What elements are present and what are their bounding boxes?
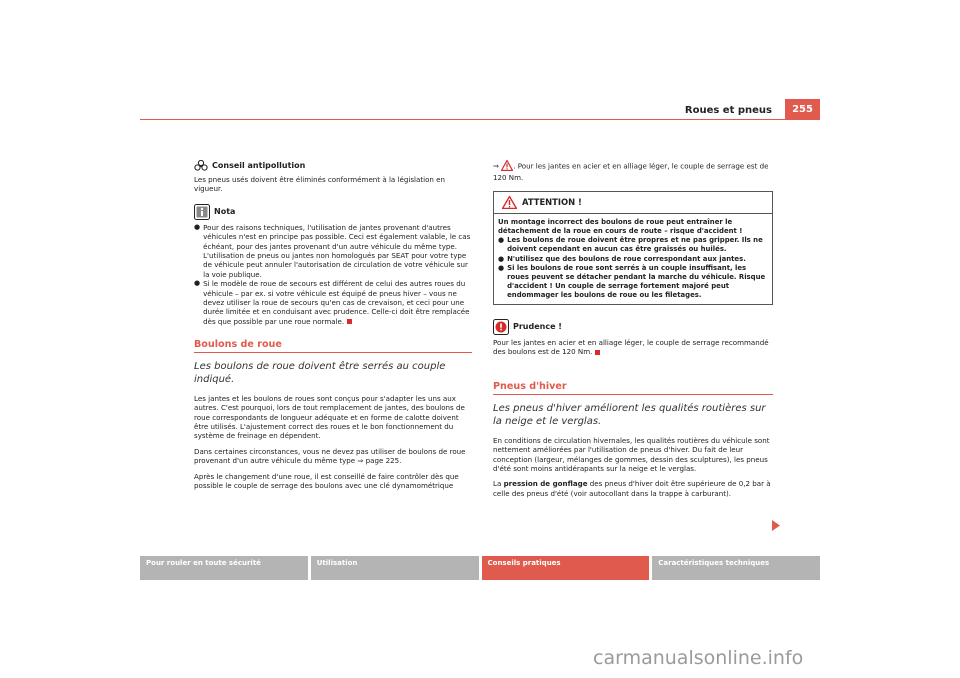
nota-bullet: ● Pour des raisons techniques, l'utilisation de jantes provenant d'autres véhicules n'est en principe pas possible. Ceci est également valable, le cas échéant, pour des jantes provenant d'un autre véhicule du même type. L'utilisation de pneus ou jantes non homologués par SEAT pour votre type de véhicule peut annuler l'autorisation de circulation de votre véhicule sur la voie publique. [194, 222, 471, 279]
prudence-text: Pour les jantes en acier et en alliage léger, le couple de serrage recommandé des boulons est de 120 Nm. [493, 337, 769, 357]
bullet-icon: ● [194, 279, 201, 288]
reference-arrow: ⇒ [493, 161, 499, 171]
tab-caracteristiques[interactable]: Caractéristiques techniques [652, 556, 820, 580]
attention-bullet: ● Si les boulons de roue sont serrés à un couple insuffisant, les roues peuvent se détacher pendant la marche du véhicule. Risque d'accident ! Un couple de serrage fortement majoré peut endommager les boulons de roue ou les filetages. [498, 263, 766, 300]
env-title: Conseil antipollution [212, 161, 306, 171]
page-number: 255 [785, 99, 820, 119]
bullet-icon: ● [498, 263, 505, 272]
prudence-block [493, 319, 773, 357]
caution-icon [493, 319, 509, 335]
env-block [194, 160, 472, 194]
next-page-arrow-icon [772, 516, 780, 535]
tab-securite[interactable]: Pour rouler en toute sécurité [140, 556, 308, 580]
nota-title: Nota [214, 207, 236, 217]
attention-lead: Un montage incorrect des boulons de roue peut entraîner le détachement de la roue en cours de route – risque d'accident ! [498, 217, 743, 236]
footer-tabs [140, 556, 820, 580]
warning-icon [501, 160, 513, 173]
bullet-icon: ● [498, 254, 505, 263]
prudence-title: Prudence ! [513, 321, 562, 331]
boulons-p1: Les jantes et les boulons de roues sont conçus pour s'adapter les uns aux autres. C'est pourquoi, lors de tout remplacement de jantes, des boulons de roue correspondants de longueur adéquate et en forme de calotte doivent être utilisés. L'ajustement correct des roues et le bon fonctionnement du système de freinage en dépendent. [194, 393, 465, 441]
hiver-p1: En conditions de circulation hivernales, les qualités routières du véhicule sont nettement améliorées par l'utilisation de pneus d'hiver. Du fait de leur conception (largeur, mélanges de gommes, dessin des sculptures), les pneus d'été sont moins antidérapants sur la neige et le verglas. [493, 435, 770, 474]
section-title-hiver: Pneus d'hiver [493, 382, 773, 394]
boulons-p3: Après le changement d'une roue, il est conseillé de faire contrôler dès que possible le couple de serrage des boulons avec une clé dynamométrique [194, 471, 459, 490]
right-column [493, 160, 773, 504]
section-title-boulons: Boulons de roue [194, 340, 472, 352]
tab-conseils-pratiques[interactable]: Conseils pratiques [482, 556, 650, 580]
intro-text: ⇒ . Pour les jantes en acier et en alliage léger, le couple de serrage est de 120 Nm. [493, 161, 769, 183]
hiver-p2: La pression de gonflage des pneus d'hiver doit être supérieure de 0,2 bar à celle des pneus d'été (voir autocollant dans la trappe à carburant). [493, 479, 771, 498]
bullet-icon: ● [498, 236, 505, 245]
environment-icon [194, 160, 208, 172]
left-column [194, 160, 472, 496]
header-rule [140, 119, 820, 120]
note-icon [194, 204, 210, 220]
nota-block [194, 204, 472, 326]
nota-bullet: ● Si le modèle de roue de secours est différent de celui des autres roues du véhicule – par ex. si votre véhicule est équipé de pneus hiver – vous ne devez utiliser la roue de secours qu'en cas de crevaison, et ceci pour une durée limitée et en conduisant avec prudence. Celle-ci doit être remplacée dès que possible par une roue normale. [194, 279, 470, 326]
attention-title: ATTENTION ! [522, 196, 582, 207]
env-text: Les pneus usés doivent être éliminés conformément à la législation en vigueur. [194, 175, 446, 194]
end-of-section-mark [595, 350, 600, 355]
tab-utilisation[interactable]: Utilisation [311, 556, 479, 580]
watermark: carmanualsonline.info [593, 647, 804, 669]
chapter-title: Roues et pneus [684, 105, 772, 116]
end-of-section-mark [347, 319, 352, 324]
section-subtitle-hiver: Les pneus d'hiver améliorent les qualités routières sur la neige et le verglas. [493, 402, 766, 427]
warning-icon [502, 196, 517, 209]
bullet-icon: ● [194, 222, 201, 231]
attention-box [493, 191, 773, 305]
attention-bullet: ● N'utilisez que des boulons de roue correspondant aux jantes. [498, 254, 746, 263]
attention-bullet: ● Les boulons de roue doivent être propres et ne pas gripper. Ils ne doivent cependant en aucun cas être graissés ou huilés. [498, 236, 763, 254]
boulons-p2: Dans certaines circonstances, vous ne devez pas utiliser de boulons de roue provenant d'un autre véhicule du même type ⇒ page 225. [194, 446, 466, 466]
section-subtitle-boulons: Les boulons de roue doivent être serrés au couple indiqué. [194, 360, 446, 385]
